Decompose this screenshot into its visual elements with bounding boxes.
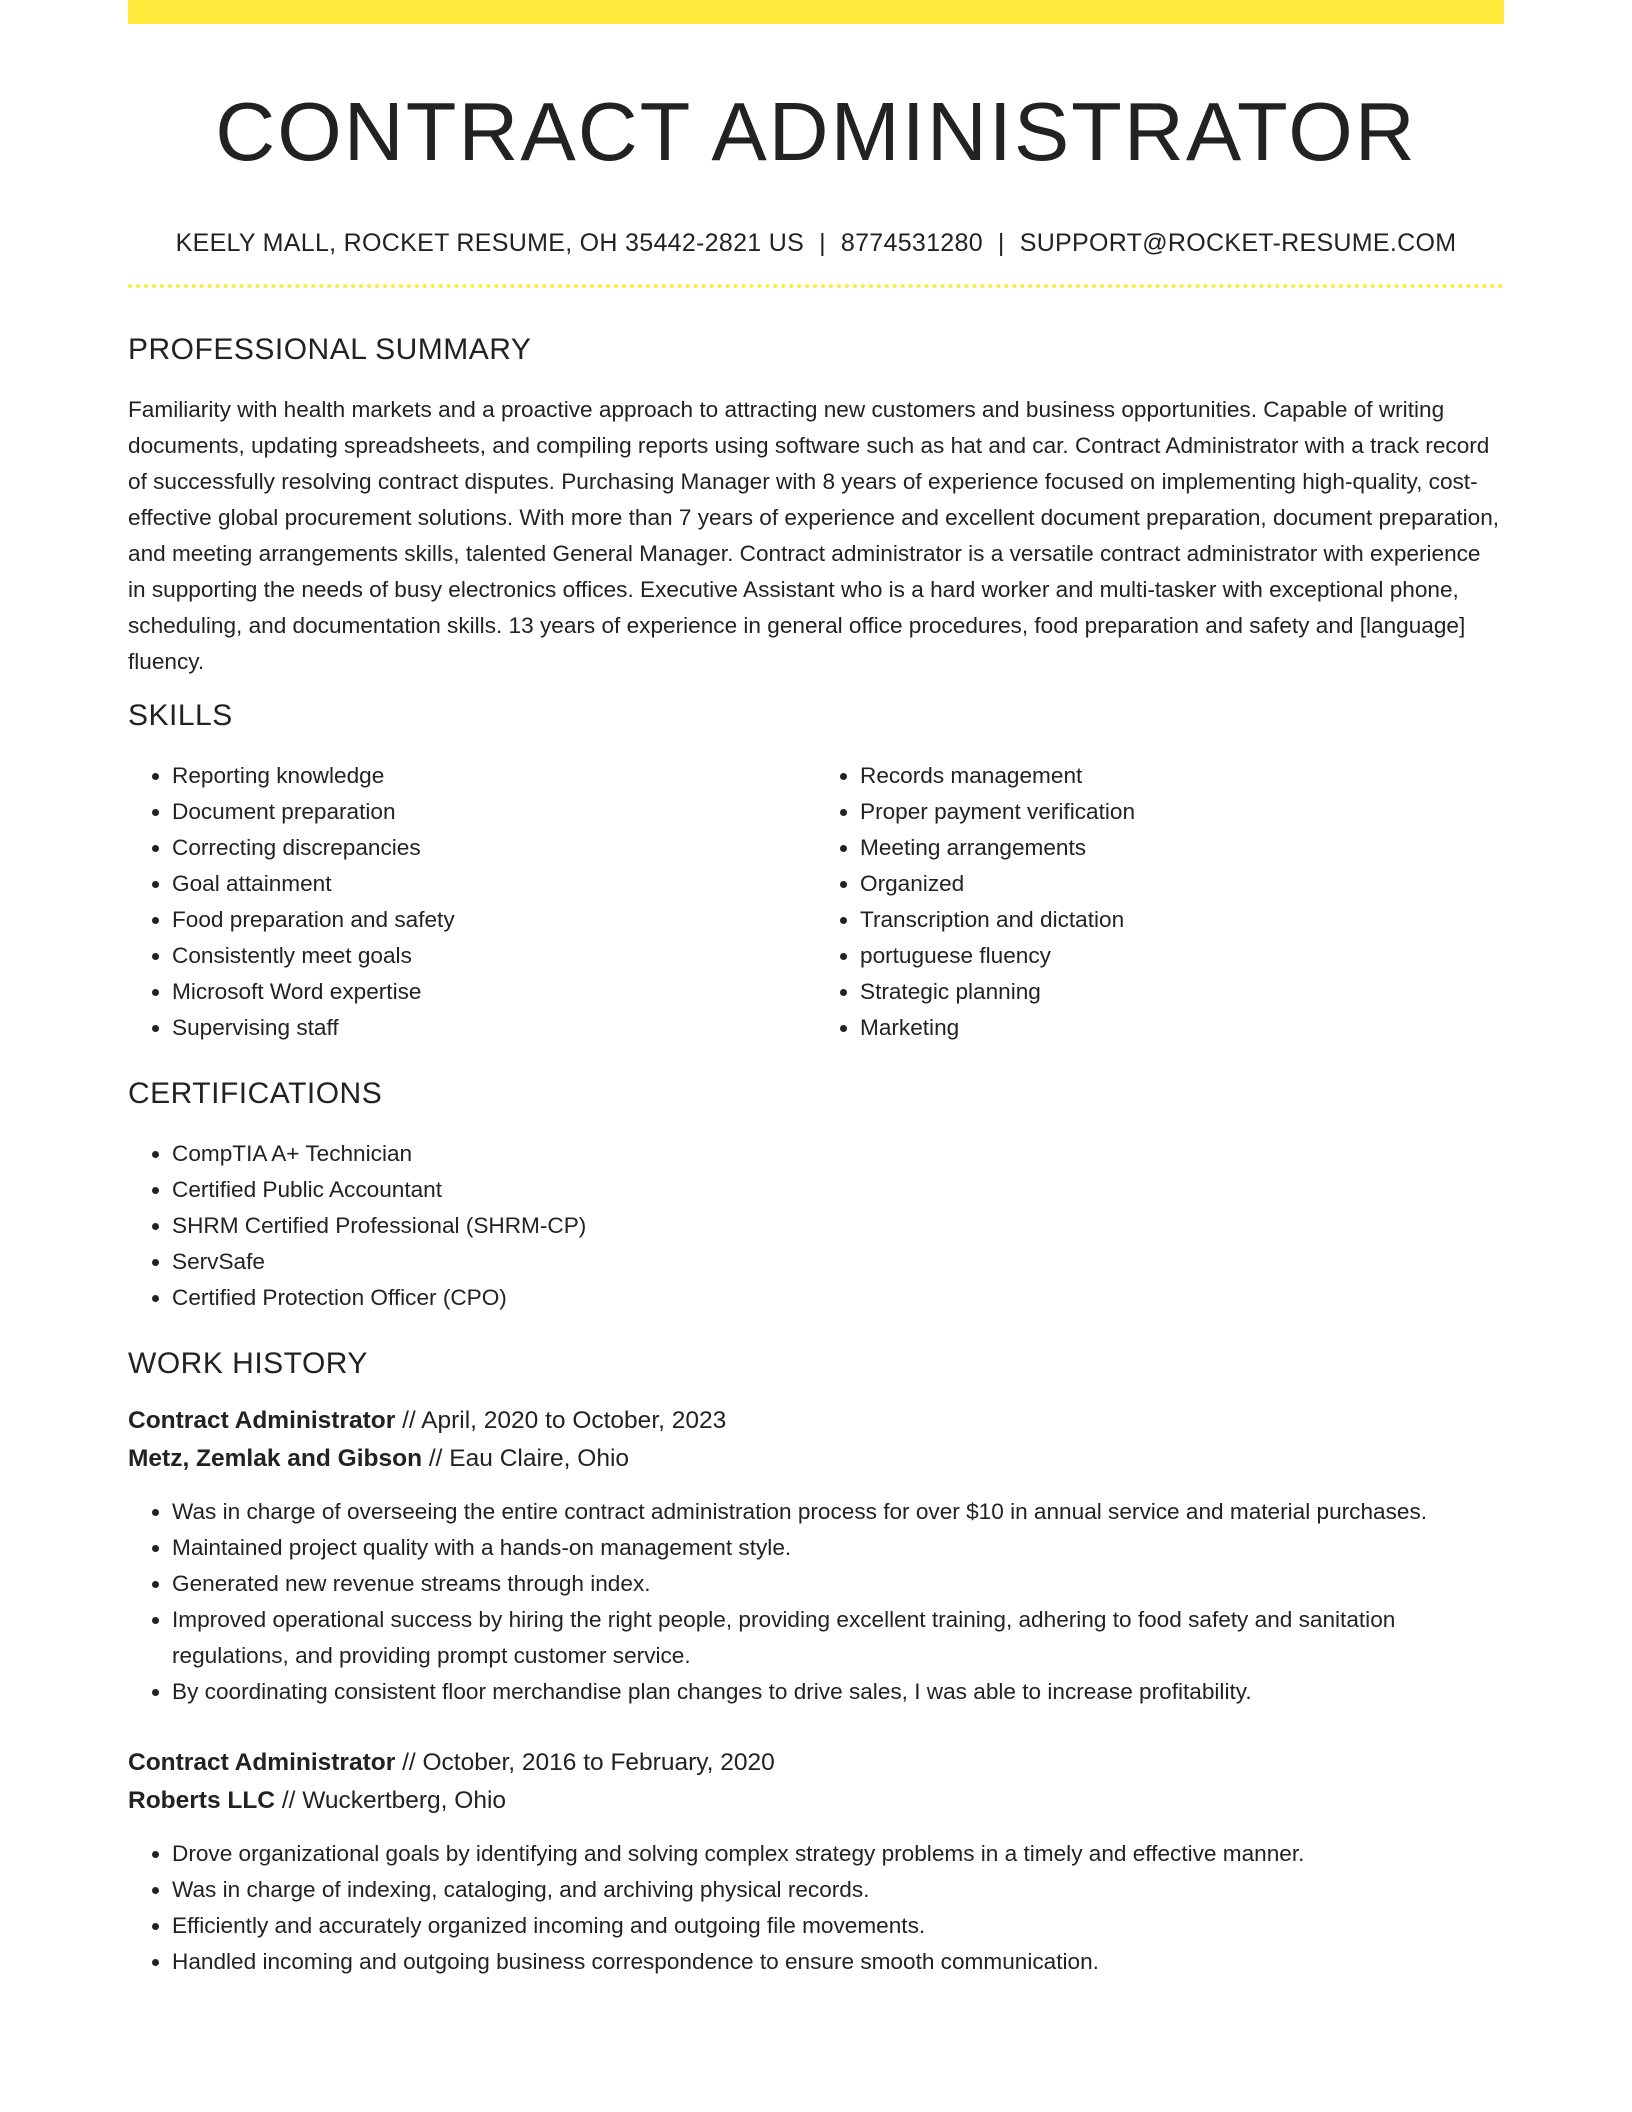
job-role: Contract Administrator (128, 1749, 396, 1776)
skill-item: • Meeting arrangements (860, 830, 1504, 866)
job-duties-list (128, 1836, 1504, 1980)
skills-left-list (128, 758, 816, 1046)
skills-right-list (816, 758, 1504, 1046)
contact-phone[interactable]: 8774531280 (840, 229, 983, 257)
skill-item: • Proper payment verification (860, 794, 1504, 830)
skill-item: • Goal attainment (172, 866, 816, 902)
skill-item: • Document preparation (172, 794, 816, 830)
contact-separator: | (819, 229, 826, 257)
contact-separator: | (997, 229, 1005, 257)
skill-item: • Organized (860, 866, 1504, 902)
skills-columns (128, 758, 1504, 1046)
job-company: Roberts LLC (128, 1787, 275, 1814)
certification-item: • CompTIA A+ Technician (172, 1136, 1504, 1172)
job-dates: // October, 2016 to February, 2020 (402, 1749, 775, 1776)
contact-email[interactable]: SUPPORT@ROCKET-RESUME.COM (1019, 229, 1457, 257)
job-duty-item: • Efficiently and accurately organized incoming and outgoing file movements. (172, 1908, 1504, 1944)
contact-line (128, 228, 1504, 258)
skill-item: • Consistently meet goals (172, 938, 816, 974)
certification-item: • ServSafe (172, 1244, 1504, 1280)
certification-item: • Certified Protection Officer (CPO) (172, 1280, 1504, 1316)
summary-text: Familiarity with health markets and a proactive approach to attracting new customers and business opportunities. Capable of writing documents, updating spreadsheets, and compiling reports using software such as hat and car. Contract Administrator with a track record of successfully resolving contract disputes. Purchasing Manager with 8 years of experience focused on implementing high-quality, cost-effective global procurement solutions. With more than 7 years of experience and excellent document preparation, document preparation, and meeting arrangements skills, talented General Manager. Contract administrator is a versatile contract administrator with experience in supporting the needs of busy electronics offices. Executive Assistant who is a hard worker and multi-tasker with exceptional phone, scheduling, and documentation skills. 13 years of experience in general office procedures, food preparation and safety and [language] fluency. (128, 397, 1500, 674)
skill-item: • Marketing (860, 1010, 1504, 1046)
section-title-summary: PROFESSIONAL SUMMARY (128, 333, 532, 366)
job-location: // Eau Claire, Ohio (428, 1445, 630, 1472)
skill-item: • Records management (860, 758, 1504, 794)
job-role: Contract Administrator (128, 1407, 396, 1434)
job-company: Metz, Zemlak and Gibson (128, 1445, 423, 1472)
skill-item: • Strategic planning (860, 974, 1504, 1010)
certification-item: • SHRM Certified Professional (SHRM-CP) (172, 1208, 1504, 1244)
skill-item: • Transcription and dictation (860, 902, 1504, 938)
job-company-line (128, 1782, 1504, 1820)
job-entry (128, 1744, 1504, 1980)
job-duties-list (128, 1494, 1504, 1710)
job-duty-item: • Generated new revenue streams through index. (172, 1566, 1504, 1602)
top-accent-bar (128, 0, 1504, 24)
certification-item: • Certified Public Accountant (172, 1172, 1504, 1208)
job-duty-item: • Was in charge of indexing, cataloging, and archiving physical records. (172, 1872, 1504, 1908)
job-duty-item: • Maintained project quality with a hands-on management style. (172, 1530, 1504, 1566)
certifications-list (128, 1136, 1504, 1316)
job-entry (128, 1402, 1504, 1710)
job-dates: // April, 2020 to October, 2023 (402, 1407, 727, 1434)
contact-address: KEELY MALL, ROCKET RESUME, OH 35442-2821 US (175, 229, 805, 257)
job-role-line (128, 1402, 1504, 1440)
job-company-line (128, 1440, 1504, 1478)
resume-page (128, 0, 1504, 1980)
section-title-skills: SKILLS (128, 699, 233, 732)
skill-item: • Food preparation and safety (172, 902, 816, 938)
job-duty-item: • By coordinating consistent floor merchandise plan changes to drive sales, I was able to increase profitability. (172, 1674, 1504, 1710)
skill-item: • Supervising staff (172, 1010, 816, 1046)
dotted-divider (128, 284, 1504, 288)
skill-item: • Reporting knowledge (172, 758, 816, 794)
job-duty-item: • Improved operational success by hiring the right people, providing excellent training, adhering to food safety and sanitation regulations, and providing prompt customer service. (172, 1602, 1504, 1674)
skill-item: • Microsoft Word expertise (172, 974, 816, 1010)
job-duty-item: • Was in charge of overseeing the entire contract administration process for over $10 in annual service and material purchases. (172, 1494, 1504, 1530)
skill-item: • portuguese fluency (860, 938, 1504, 974)
section-title-work-history: WORK HISTORY (128, 1347, 368, 1380)
section-title-certifications: CERTIFICATIONS (128, 1077, 383, 1110)
job-duty-item: • Handled incoming and outgoing business correspondence to ensure smooth communication. (172, 1944, 1504, 1980)
resume-title: CONTRACT ADMINISTRATOR (215, 85, 1417, 178)
job-location: // Wuckertberg, Ohio (281, 1787, 507, 1814)
job-duty-item: • Drove organizational goals by identifying and solving complex strategy problems in a timely and effective manner. (172, 1836, 1504, 1872)
job-role-line (128, 1744, 1504, 1782)
skill-item: • Correcting discrepancies (172, 830, 816, 866)
